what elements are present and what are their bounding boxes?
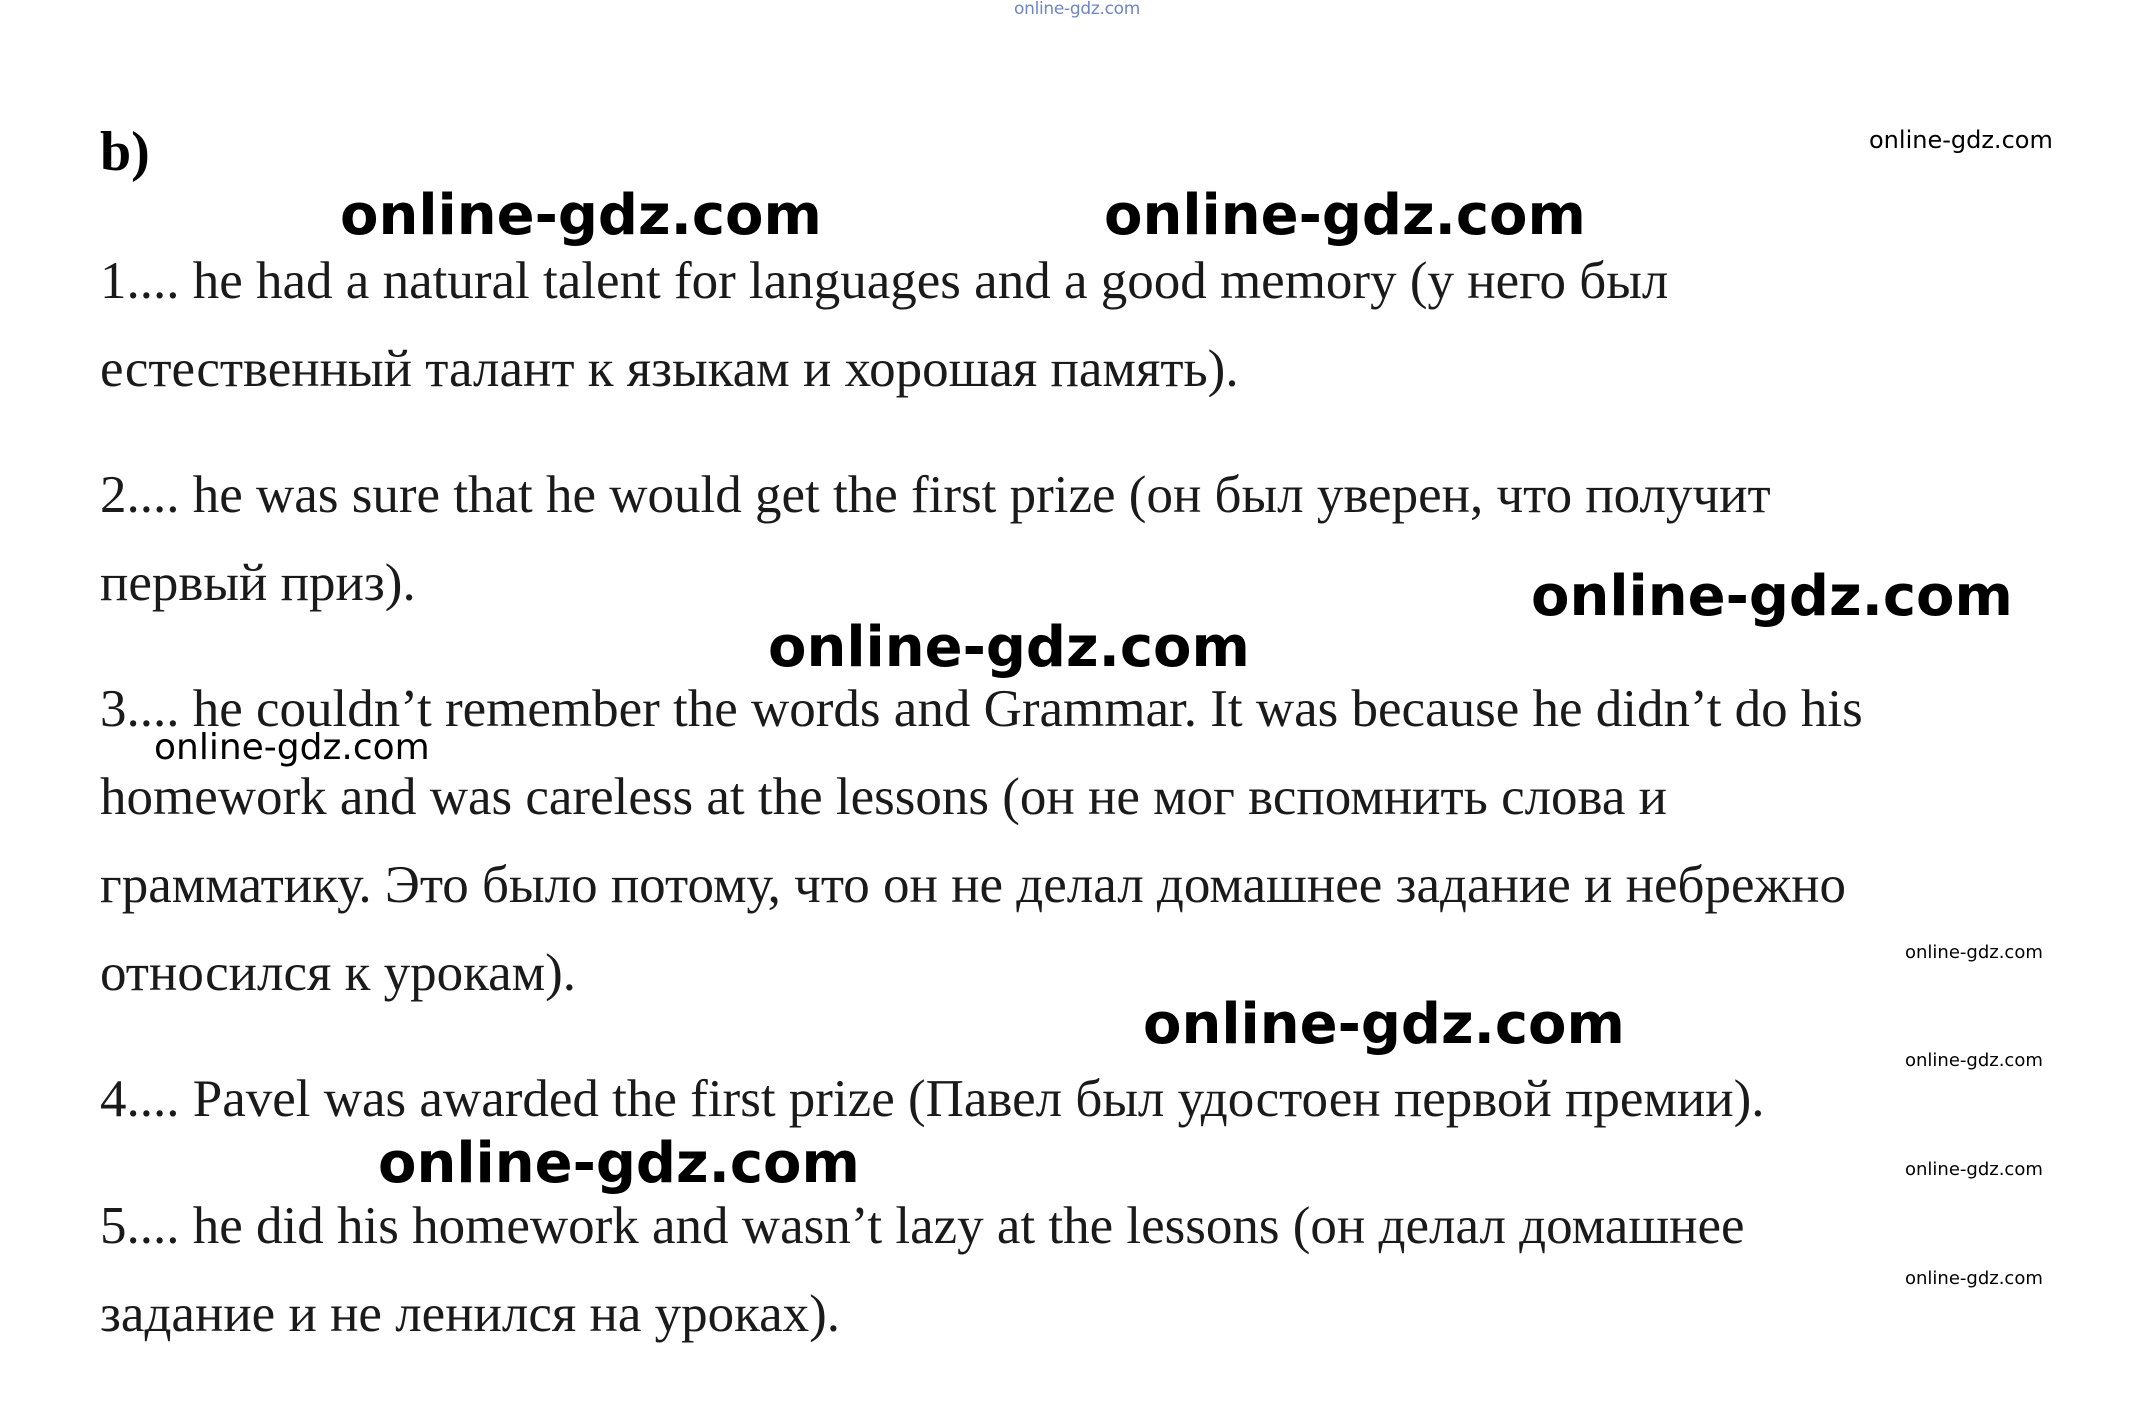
watermark: online-gdz.com [1905, 1050, 2043, 1071]
watermark: online-gdz.com [1905, 942, 2043, 963]
answer-item-1 [100, 237, 1668, 413]
item-line: первый приз). [100, 554, 416, 612]
answer-item-3 [100, 665, 1863, 1017]
watermark: online-gdz.com [378, 1131, 860, 1196]
watermark: online-gdz.com [1869, 126, 2053, 154]
watermark: online-gdz.com [1143, 992, 1625, 1057]
item-line: 1.... he had a natural talent for languages and a good memory (у него был [100, 252, 1669, 310]
watermark: online-gdz.com [768, 615, 1250, 680]
item-line: homework and was careless at the lessons (он не мог вспомнить слова и [100, 768, 1668, 826]
watermark: online-gdz.com [1531, 564, 2013, 629]
item-line: грамматику. Это было потому, что он не делал домашнее задание и небрежно [100, 856, 1846, 914]
watermark: online-gdz.com [154, 727, 430, 768]
answer-item-2 [100, 451, 1771, 627]
item-line: 3.... he couldn’t remember the words and Grammar. It was because he didn’t do his [100, 680, 1863, 738]
item-line: относился к урокам). [100, 944, 577, 1002]
answer-item-5 [100, 1182, 1745, 1358]
item-line: задание и не ленился на уроках). [100, 1285, 841, 1343]
watermark: online-gdz.com [340, 183, 822, 248]
item-line: 4.... Pavel was awarded the first prize (Павел был удостоен первой премии). [100, 1070, 1765, 1128]
watermark: online-gdz.com [1905, 1159, 2043, 1180]
header-watermark: online-gdz.com [1014, 0, 1141, 19]
section-label: b) [100, 121, 150, 183]
item-line: естественный талант к языкам и хорошая память). [100, 340, 1239, 398]
item-line: 2.... he was sure that he would get the first prize (он был уверен, что получит [100, 466, 1771, 524]
item-line: 5.... he did his homework and wasn’t lazy at the lessons (он делал домашнее [100, 1197, 1745, 1255]
answer-item-4 [100, 1055, 1765, 1143]
watermark: online-gdz.com [1104, 183, 1586, 248]
watermark: online-gdz.com [1905, 1268, 2043, 1289]
